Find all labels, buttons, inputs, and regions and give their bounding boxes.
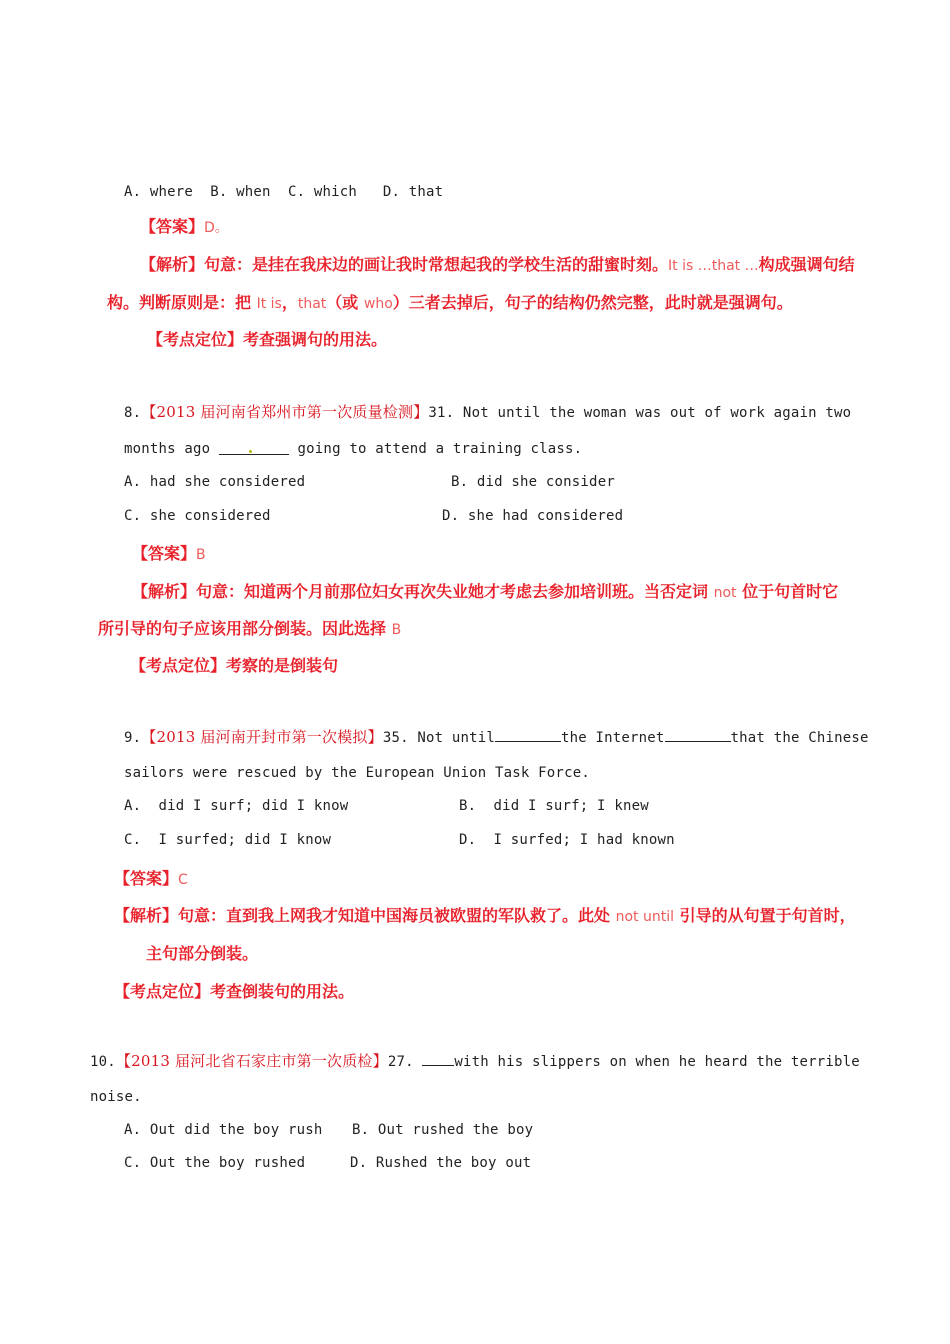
analysis-text: 所引导的句子应该用部分倒装。因此选择 [98, 619, 392, 638]
question-stem: months ago [124, 441, 219, 457]
question-source: 【2013 届河北省石家庄市第一次质检】 [115, 1052, 388, 1070]
analysis-text: 句意：直到我上网我才知道中国海员被欧盟的军队救了。此处 [178, 906, 616, 925]
q9-stem-line-2: sailors were rescued by the European Union Task Force. [124, 765, 590, 781]
q8-analysis-line-2 [98, 621, 401, 637]
q10-stem-line-2: noise. [90, 1089, 142, 1105]
question-number: 10. [90, 1054, 116, 1070]
question-stem: with his slippers on when he heard the terrible [454, 1054, 860, 1070]
analysis-latin: not until [615, 909, 674, 925]
analysis-latin: that [297, 296, 327, 312]
q10-stem-line-1 [90, 1053, 860, 1069]
question-stem: going to attend a training class. [288, 441, 583, 457]
q9-option-c[interactable]: C. I surfed; did I know [124, 832, 332, 848]
question-stem: the Internet [561, 730, 665, 746]
q9-option-b[interactable]: B. did I surf; I knew [459, 798, 649, 814]
analysis-text: 位于句首时它 [736, 582, 839, 601]
q9-option-d[interactable]: D. I surfed; I had known [459, 832, 675, 848]
analysis-text: （或 [326, 293, 364, 312]
point-label: 【考点定位】 [130, 656, 227, 675]
q8-answer [132, 546, 206, 562]
q10-option-a[interactable]: A. Out did the boy rush [124, 1122, 323, 1138]
q9-stem-line-1 [124, 729, 869, 745]
q9-answer [114, 871, 188, 887]
analysis-label: 【解析】 [140, 255, 205, 274]
answer-blank [495, 729, 561, 742]
mark-dot [249, 450, 252, 453]
analysis-latin: who [363, 296, 393, 312]
answer-value: B [196, 547, 206, 563]
q9-option-a[interactable]: A. did I surf; did I know [124, 798, 349, 814]
question-stem: 31. Not until the woman was out of work again two [428, 405, 852, 421]
question-stem: 35. Not until [382, 730, 495, 746]
question-source: 【2013 届河南省郑州市第一次质量检测】 [141, 403, 429, 421]
q10-option-c[interactable]: C. Out the boy rushed [124, 1155, 306, 1171]
point-text: 考查倒装句的用法。 [210, 982, 355, 1001]
q7-point [147, 332, 387, 348]
point-label: 【考点定位】 [147, 330, 244, 349]
q8-stem-line-2 [124, 442, 582, 456]
q8-analysis-line-1 [132, 584, 838, 600]
q7-analysis-line-1 [140, 257, 855, 273]
point-text: 考察的是倒装句 [226, 656, 339, 675]
analysis-text: 引导的从句置于句首时， [674, 906, 856, 925]
question-stem: 27. [387, 1054, 423, 1070]
q8-option-d[interactable]: D. she had considered [442, 508, 624, 524]
analysis-text: 句意：是挂在我床边的画让我时常想起我的学校生活的甜蜜时刻。 [204, 255, 669, 274]
q7-options: A. where B. when C. which D. that [124, 184, 444, 200]
question-source: 【2013 届河南开封市第一次模拟】 [141, 728, 383, 746]
analysis-label: 【解析】 [114, 906, 179, 925]
answer-blank [422, 1053, 454, 1066]
q10-option-b[interactable]: B. Out rushed the boy [352, 1122, 534, 1138]
answer-blank [219, 442, 289, 455]
analysis-text: ）三者去掉后，句子的结构仍然完整，此时就是强调句。 [392, 293, 793, 312]
answer-label: 【答案】 [140, 217, 205, 236]
analysis-text: 构。判断原则是：把 [107, 293, 257, 312]
q7-answer [140, 219, 229, 235]
answer-label: 【答案】 [114, 869, 179, 888]
q10-option-d[interactable]: D. Rushed the boy out [350, 1155, 532, 1171]
answer-value: C [178, 872, 188, 888]
q9-point [114, 984, 354, 1000]
q8-stem-line-1 [124, 405, 851, 420]
point-text: 考查强调句的用法。 [243, 330, 388, 349]
q8-option-b[interactable]: B. did she consider [451, 474, 615, 490]
analysis-latin: B [391, 622, 402, 638]
analysis-latin: not [713, 585, 737, 601]
analysis-text: ， [281, 293, 298, 312]
question-stem: that the Chinese [730, 730, 869, 746]
analysis-latin: It is …that … [668, 258, 759, 274]
q9-analysis-line-2: 主句部分倒装。 [146, 944, 259, 963]
q8-point [130, 658, 338, 674]
q8-option-c[interactable]: C. she considered [124, 508, 271, 524]
analysis-label: 【解析】 [132, 582, 197, 601]
analysis-latin: It is [256, 296, 282, 312]
question-number: 9. [124, 730, 142, 746]
q8-option-a[interactable]: A. had she considered [124, 474, 306, 490]
point-label: 【考点定位】 [114, 982, 211, 1001]
answer-blank [665, 729, 731, 742]
question-number: 8. [124, 405, 142, 421]
q7-analysis-line-2 [107, 295, 793, 311]
answer-label: 【答案】 [132, 544, 197, 563]
q9-analysis-line-1 [114, 908, 856, 924]
answer-value: D。 [204, 220, 229, 236]
analysis-text: 构成强调句结 [758, 255, 855, 274]
analysis-text: 句意：知道两个月前那位妇女再次失业她才考虑去参加培训班。当否定词 [196, 582, 714, 601]
